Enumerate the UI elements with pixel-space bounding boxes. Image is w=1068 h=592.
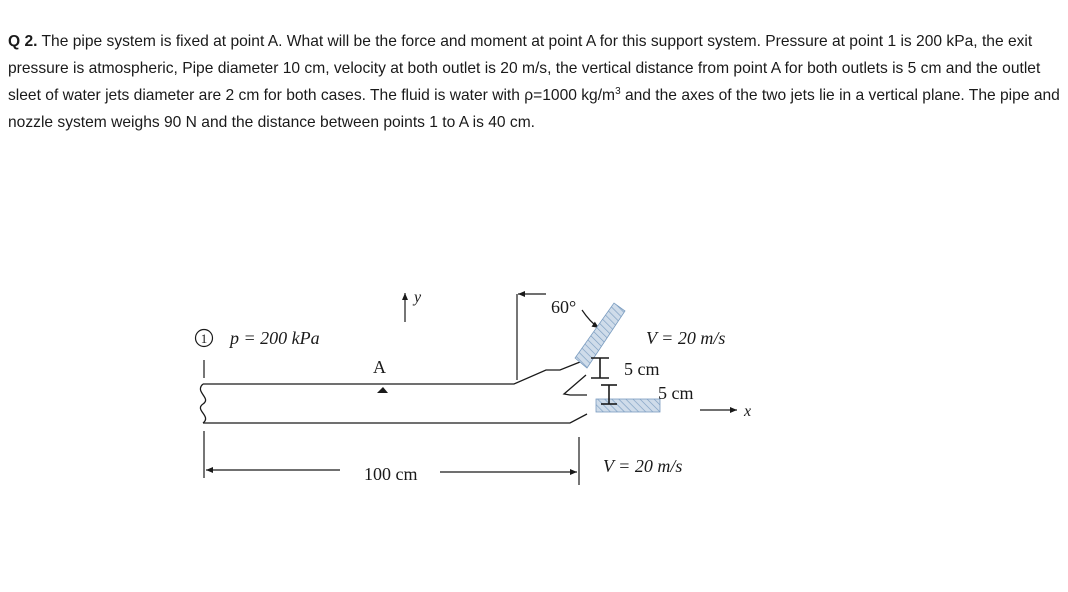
angle-arc-arrow bbox=[582, 310, 599, 328]
y-axis-label: y bbox=[414, 289, 422, 306]
angle-label: 60° bbox=[551, 297, 577, 317]
top-offset-label: 5 cm bbox=[624, 359, 660, 379]
top-offset-dimension bbox=[591, 358, 609, 378]
point-a-support bbox=[377, 387, 388, 393]
horizontal-water-jet-hatch bbox=[596, 399, 660, 412]
question-number: Q 2. bbox=[8, 33, 38, 50]
point-1-marker bbox=[196, 330, 213, 379]
velocity-top-label: V = 20 m/s bbox=[646, 328, 726, 348]
cubic-exponent: 3 bbox=[615, 86, 621, 97]
point-a-label: A bbox=[373, 357, 386, 377]
length-label: 100 cm bbox=[364, 464, 418, 484]
pipe-break-symbol bbox=[200, 384, 205, 423]
pipe-outline bbox=[203, 360, 587, 423]
velocity-bottom-label: V = 20 m/s bbox=[603, 456, 683, 476]
question-body: The pipe system is fixed at point A. What will be the force and moment at point A for this support system. Pressure at point 1 is 200 kPa, the exit pressure is atmospheric, Pipe diameter 10 cm, velocity at both outlet is 20 m/s, the vertical distance from point A for both outlets is 5 cm and the outlet sleet of water jets diameter are 2 cm for both cases. The fluid is water with ρ=1000 kg/m bbox=[8, 33, 1041, 104]
x-axis-label: x bbox=[744, 403, 752, 420]
pressure-label: p = 200 kPa bbox=[230, 328, 320, 348]
point-1-number: 1 bbox=[200, 331, 208, 346]
question-body-end: and the axes of the two jets lie in a vertical plane. The pipe and nozzle system weighs 90 N and the distance between points 1 to A is 40 cm. bbox=[8, 87, 1060, 131]
bottom-offset-label: 5 cm bbox=[658, 383, 694, 403]
